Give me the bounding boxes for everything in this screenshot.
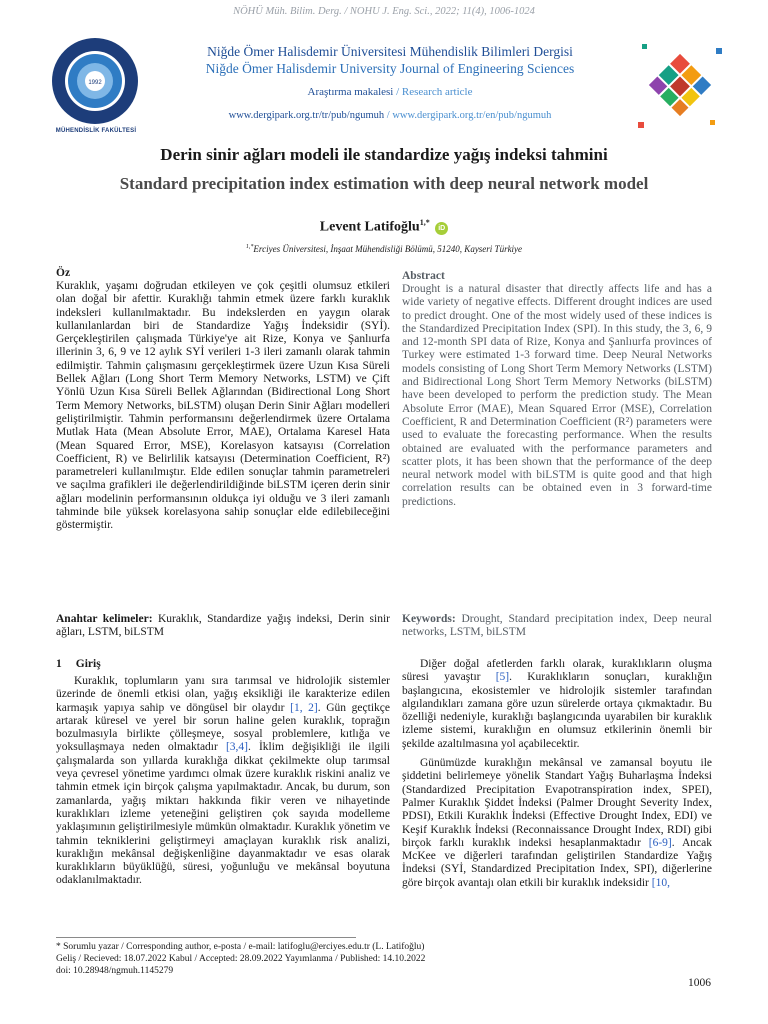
keywords-en-label: Keywords: xyxy=(402,613,456,625)
citation-link[interactable]: [3,4] xyxy=(225,741,248,754)
keywords-en xyxy=(402,613,712,640)
keywords-tr-list: Kuraklık, Standardize yağış indeksi, Derin sinir ağları, LSTM, biLSTM xyxy=(56,613,390,639)
oz-text: Kuraklık, yaşamı doğrudan etkileyen ve çok çeşitli olumsuz etkileri olan doğal bir afettir. Kuraklığı tahmin etmek üzere farklı kuraklık indeksleri kullanılmaktadır. Bu indekslerden en yaygın olarak kullanılanlardan biri de Standardize Yağış İndeksidir (SYİ). Gerçekleştirilen çalışmada Türkiye'ye ait Rize, Konya ve Şanlıurfa illerinin 3, 6, 9 ve 12 aylık SYİ verileri 1-3 ileri zamanlı olarak tahmin edilmiştir. Tahmin çalışmasını gerçekleştirmek üzere Uzun Kısa Süreli Bellek Ağları (Long Short Term Memory Networks, LSTM) ve Çift Yönlü Uzun Kısa Süreli Bellek Ağlarından (Bidirectional Long Short Term Memory Networks, biLSTM) oluşan Derin Sinir Ağları modelleri geliştirilmiştir. Tahmin performansını değerlendirmek üzere Ortalama Mutlak Hata (Mean Absolute Error, MAE), Ortalama Karesel Hata (Mean Squared Error, MSE), Korelasyon katsayısı (Correlation Coefficient, R) ve Belirlilik katsayısı (Determination Coefficient, R²) parametreleri kullanılmıştır. Elde edilen sonuçlar tahmin parametreleri ve saçılma grafikleri ile değerlendirildiğinde biLSTM içeren derin sinir ağları modelinin performansının oldukça iyi olduğu ve 3 ileri zamanlı tahminde bile yüksek korelasyona sahip sonuçlar elde edilebileceğini göstermiştir. xyxy=(56,280,390,532)
footnote-corresponding-author: * Sorumlu yazar / Corresponding author, e-posta / e-mail: latifoglu@erciyes.edu.tr (L. Latifoğlu) xyxy=(56,942,425,952)
journal-cover-logo xyxy=(630,30,730,140)
citation-link[interactable]: [5] xyxy=(495,671,510,684)
author-affiliation: $^{1,*}$Erciyes Üniversitesi, İnşaat Mühendisliği Bölümü, 51240, Kayseri Türkiye xyxy=(245,244,523,254)
citation-link[interactable]: [1, 2] xyxy=(290,701,318,714)
intro-paragraph-3: Günümüzde kuraklığın mekânsal ve zamansal boyutu ile şiddetini belirlemeye yönelik Standart Yağış Buharlaşma İndeksi (Standardized Precipitation Evapotranspiration index, SPEI), Palmer Kuraklık Şiddet İndeksi (Palmer Drought Severity Index, PDSI), Etkili Kuraklık İndeksi (Effective Drought Index, EDI) ve Keşif Kuraklık İndeksi (Reconnaissance Drought Index, RDI) gibi birçok farklı kuraklık indeksi hesaplanmaktadır [6-9]. Ancak McKee ve diğerleri tarafından geliştirilen Standardize Yağış İndeksi (SYİ, Standardized Precipitation Index, SPI), diğerlerine göre birçok avantajı olan etkili bir kuraklık indeksidir [10, xyxy=(402,757,712,889)
journal-urls xyxy=(150,110,630,121)
footnote-dates: Geliş / Recieved: 18.07.2022 Kabul / Accepted: 28.09.2022 Yayımlanma / Published: 14.10.2022 xyxy=(56,954,426,964)
orcid-icon[interactable]: iD xyxy=(435,222,448,235)
journal-name-en: Niğde Ömer Halisdemir University Journal of Engineering Sciences xyxy=(205,61,575,76)
author-line xyxy=(0,218,768,236)
citation-link[interactable]: [10, xyxy=(651,876,670,889)
page-number: 1006 xyxy=(688,977,711,989)
url-separator: / xyxy=(384,110,393,121)
citation-link[interactable]: [6-9] xyxy=(648,836,672,849)
section-title: Giriş xyxy=(75,658,101,670)
article-type-separator: / xyxy=(393,86,402,98)
article-title-tr: Derin sinir ağları modeli ile standardize yağış indeksi tahmini xyxy=(160,145,608,164)
running-head: NÖHÜ Müh. Bilim. Derg. / NOHU J. Eng. Sci., 2022; 11(4), 1006-1024 xyxy=(233,6,535,17)
article-title-en: Standard precipitation index estimation with deep neural network model xyxy=(119,174,649,193)
keywords-en-list: Drought, Standard precipitation index, Deep neural networks, LSTM, biLSTM xyxy=(402,613,712,639)
journal-name-tr: Niğde Ömer Halisdemir Üniversitesi Mühendislik Bilimleri Dergisi xyxy=(207,44,573,59)
article-type-tr: Araştırma makalesi xyxy=(307,86,394,98)
intro-paragraph-2: Diğer doğal afetlerden farklı olarak, kuraklıkların oluşma süresi yavaştır [5]. Kuraklıkların sonuçları, kuraklığın başlangıcına, ekosistemler ve hidrolojik sistemler tarafından algılandıkları zamana göre uzun sürelerde ortaya çıkmaktadır. Bu özelliği nedeniyle, kuraklığı başlangıcında uyarabilen bir kuraklık izleme sistemi, kuraklığın en olumsuz etkilerinin önemli bir şekilde azaltılmasına yol açabilecektir. xyxy=(402,658,712,750)
footnote-divider xyxy=(56,937,356,938)
keywords-tr xyxy=(56,613,390,640)
journal-url-en[interactable]: www.dergipark.org.tr/en/pub/ngumuh xyxy=(392,110,552,121)
keywords-tr-label: Anahtar kelimeler: xyxy=(56,613,153,625)
logo-year: 1992 xyxy=(88,80,102,86)
abstract-heading: Abstract xyxy=(402,270,445,282)
section-number: 1 xyxy=(56,658,62,670)
journal-url-tr[interactable]: www.dergipark.org.tr/tr/pub/ngumuh xyxy=(228,110,385,121)
footnote-doi: doi: 10.28948/ngmuh.1145279 xyxy=(56,966,174,976)
university-seal-logo xyxy=(50,36,140,126)
intro-right-column xyxy=(402,658,712,890)
author-superscript: 1,* xyxy=(419,218,430,227)
section-heading-introduction xyxy=(56,658,390,670)
oz-heading: Öz xyxy=(56,267,71,279)
article-type-en: Research article xyxy=(401,86,473,98)
logo-caption: MÜHENDİSLİK FAKÜLTESİ xyxy=(55,128,137,134)
article-type xyxy=(150,86,630,98)
author-name: Levent Latifoğlu xyxy=(319,219,420,235)
intro-paragraph-1: Kuraklık, toplumların yanı sıra tarımsal ve hidrolojik sistemler üzerinde de önemli etkisi olan, yağış eksikliği ile karakterize edilen karmaşık yapıya sahip ve döngüsel bir olaydır [1, 2]. Gün geçtikçe artarak küresel ve yerel bir sorun haline gelen kuraklık, toprağın bozulmasıyla birlikte çölleşmeye, sosyal problemlere, kıtlığa ve yoksullaşmaya neden olmaktadır [3,4]. İklim değişikliği ile ilgili çalışmalarda son yıllarda kuraklığa dikkat çekilmekte olup tarımsal veya çevresel yönetime yardımcı olmak üzere kuraklık riskini analiz ve tahmin etmek için birçok çalışma yapılmaktadır. Ancak, bu durum, son zamanlarda, yağış miktarı hakkında fikir veren ve nihayetinde kuraklıkları izleme yeteneğini geliştiren çok sayıda modelleme yaklaşımının geliştirilmesiyle mümkün olmaktadır. Kuraklık yönetim ve tahmin tekniklerini geliştirmeyi amaçlayan kuraklık risk analizi, kuraklığın mekânsal değişkenliğine dayanmaktadır ve esas olarak kuraklıkların büyüklüğü, süresi, yoğunluğu ve mekânsal boyutuna odaklanılmaktadır. xyxy=(56,675,390,887)
abstract-text: Drought is a natural disaster that directly affects life and has a wide variety of negative effects. Different drought indices are used to predict drought. One of the most widely used of these indices is the Standardized Precipitation Index (SPI). In this study, the 3, 6, 9 and 12-month SPI data of Rize, Konya and Şanlıurfa provinces of Turkey were estimated 1-3 forward time. Deep Neural Networks models consisting of Long Short Term Memory Networks (LSTM) and Bidirectional Long Short Term Memory Networks (biLSTM) have been developed to perform the prediction study. The Mean Absolute Error (MAE), Mean Squared Error (MSE), Correlation Coefficient, R and Determination Coefficient (R²) parameters were used to evaluate the forecasting performance. When the results obtained are evaluated with the performance parameters and scatter plots, it has been shown that the performance of the deep neural network model with biLSTM is quite good and that high correlation results can be obtained even in 3 forward-time predictions. xyxy=(402,283,712,508)
